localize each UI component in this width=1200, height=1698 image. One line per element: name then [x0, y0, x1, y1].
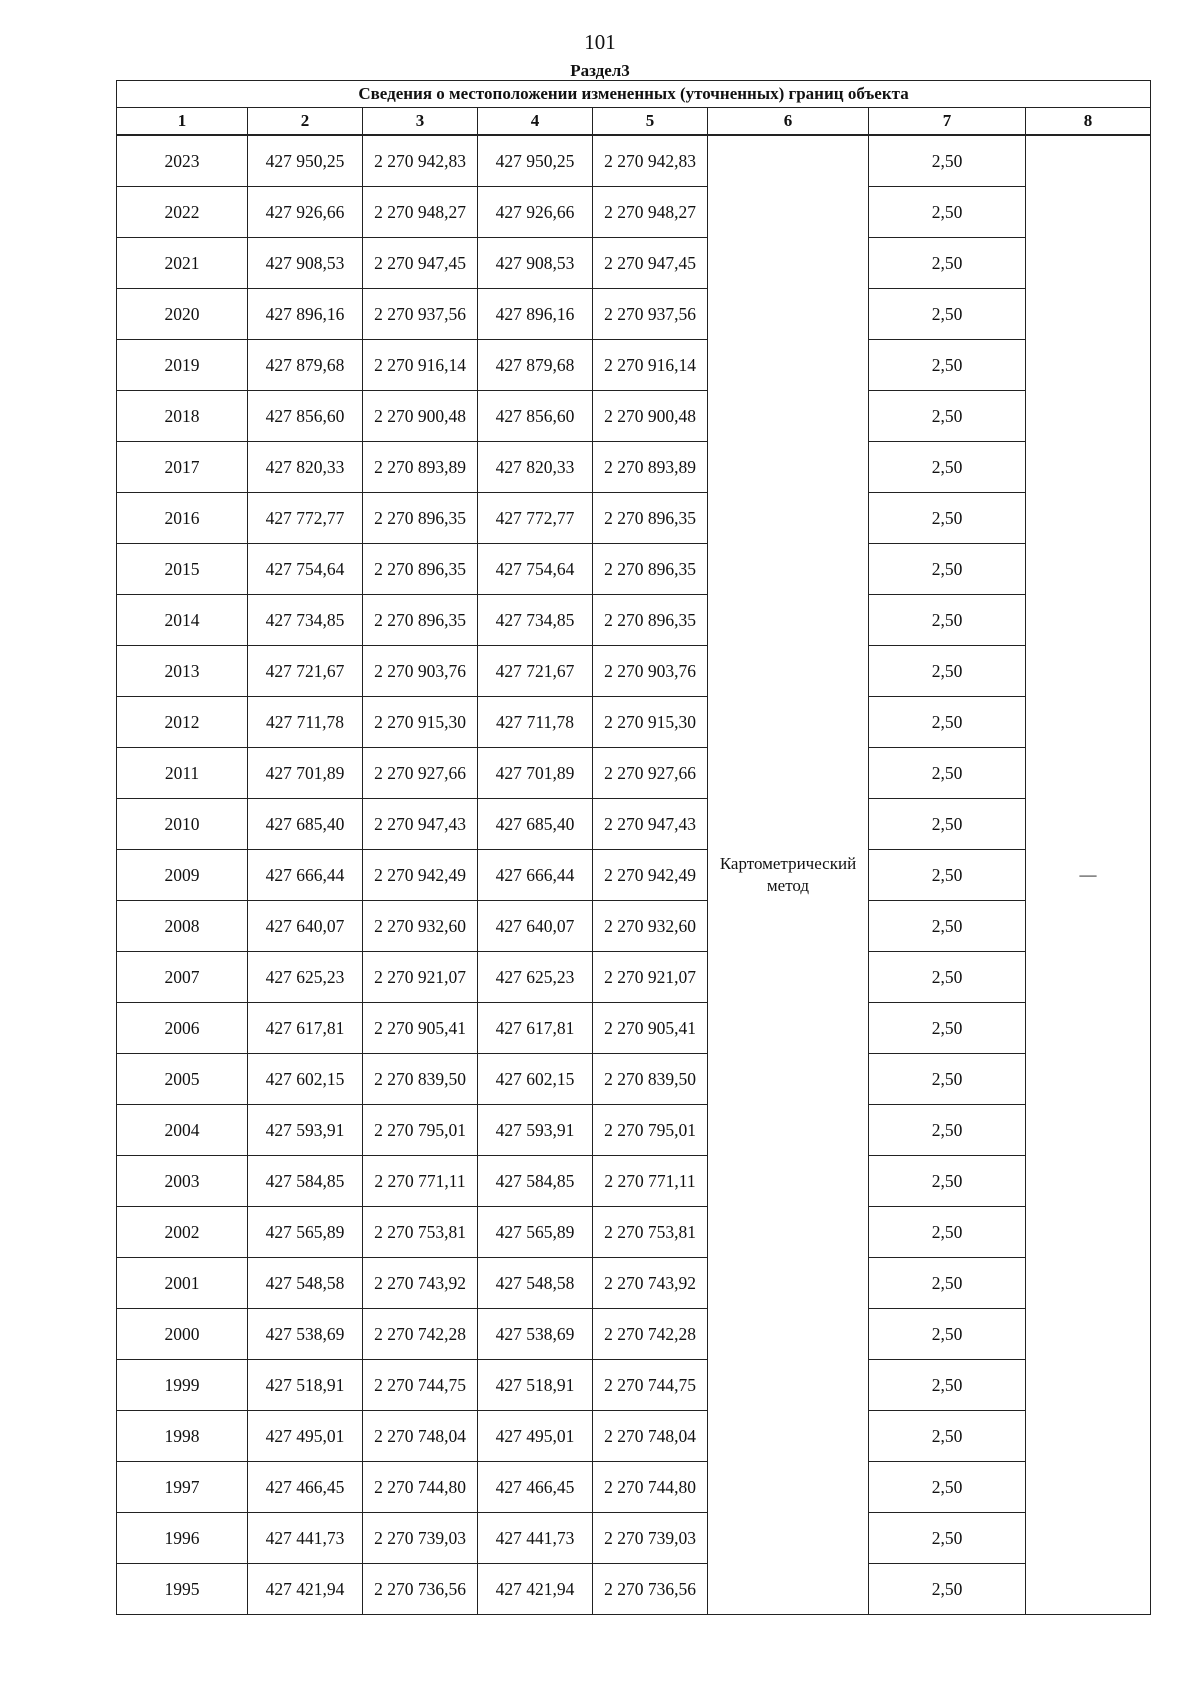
point-number-cell: 1997 [117, 1462, 248, 1513]
accuracy-cell: 2,50 [869, 952, 1026, 1003]
point-number-cell: 2008 [117, 901, 248, 952]
y-new-cell: 2 270 896,35 [593, 493, 708, 544]
y-new-cell: 2 270 921,07 [593, 952, 708, 1003]
x-existing-cell: 427 625,23 [248, 952, 363, 1003]
point-number-cell: 2012 [117, 697, 248, 748]
x-new-cell: 427 701,89 [478, 748, 593, 799]
accuracy-cell: 2,50 [869, 748, 1026, 799]
accuracy-cell: 2,50 [869, 1207, 1026, 1258]
table-row [117, 1309, 1151, 1360]
accuracy-cell: 2,50 [869, 1003, 1026, 1054]
x-new-cell: 427 625,23 [478, 952, 593, 1003]
x-existing-cell: 427 734,85 [248, 595, 363, 646]
point-number-cell: 2004 [117, 1105, 248, 1156]
x-new-cell: 427 495,01 [478, 1411, 593, 1462]
x-existing-cell: 427 879,68 [248, 340, 363, 391]
point-number-cell: 2017 [117, 442, 248, 493]
boundary-coordinates-table [116, 80, 1151, 1615]
x-existing-cell: 427 421,94 [248, 1564, 363, 1615]
y-new-cell: 2 270 937,56 [593, 289, 708, 340]
y-existing-cell: 2 270 753,81 [363, 1207, 478, 1258]
point-number-cell: 2001 [117, 1258, 248, 1309]
x-existing-cell: 427 754,64 [248, 544, 363, 595]
y-existing-cell: 2 270 736,56 [363, 1564, 478, 1615]
y-existing-cell: 2 270 937,56 [363, 289, 478, 340]
y-new-cell: 2 270 905,41 [593, 1003, 708, 1054]
x-existing-cell: 427 640,07 [248, 901, 363, 952]
y-new-cell: 2 270 771,11 [593, 1156, 708, 1207]
y-existing-cell: 2 270 921,07 [363, 952, 478, 1003]
table-row [117, 1513, 1151, 1564]
x-new-cell: 427 950,25 [478, 135, 593, 187]
column-number-5: 5 [593, 108, 708, 136]
y-new-cell: 2 270 893,89 [593, 442, 708, 493]
table-row [117, 238, 1151, 289]
point-number-cell: 2009 [117, 850, 248, 901]
x-existing-cell: 427 538,69 [248, 1309, 363, 1360]
x-new-cell: 427 896,16 [478, 289, 593, 340]
x-new-cell: 427 617,81 [478, 1003, 593, 1054]
y-existing-cell: 2 270 771,11 [363, 1156, 478, 1207]
table-caption: Сведения о местоположении измененных (уточненных) границ объекта [117, 81, 1151, 108]
y-new-cell: 2 270 942,83 [593, 135, 708, 187]
y-existing-cell: 2 270 896,35 [363, 493, 478, 544]
y-new-cell: 2 270 896,35 [593, 544, 708, 595]
x-existing-cell: 427 926,66 [248, 187, 363, 238]
x-existing-cell: 427 666,44 [248, 850, 363, 901]
x-new-cell: 427 685,40 [478, 799, 593, 850]
accuracy-cell: 2,50 [869, 1156, 1026, 1207]
point-number-cell: 2007 [117, 952, 248, 1003]
page-number: 101 [584, 30, 616, 54]
point-number-cell: 2015 [117, 544, 248, 595]
accuracy-cell: 2,50 [869, 442, 1026, 493]
y-new-cell: 2 270 748,04 [593, 1411, 708, 1462]
table-row [117, 1360, 1151, 1411]
y-new-cell: 2 270 948,27 [593, 187, 708, 238]
table-row [117, 1105, 1151, 1156]
y-new-cell: 2 270 916,14 [593, 340, 708, 391]
y-existing-cell: 2 270 743,92 [363, 1258, 478, 1309]
y-new-cell: 2 270 742,28 [593, 1309, 708, 1360]
y-existing-cell: 2 270 896,35 [363, 544, 478, 595]
x-existing-cell: 427 950,25 [248, 135, 363, 187]
point-number-cell: 2003 [117, 1156, 248, 1207]
accuracy-cell: 2,50 [869, 1309, 1026, 1360]
table-body [117, 135, 1151, 1615]
accuracy-cell: 2,50 [869, 544, 1026, 595]
y-existing-cell: 2 270 947,43 [363, 799, 478, 850]
x-existing-cell: 427 617,81 [248, 1003, 363, 1054]
accuracy-cell: 2,50 [869, 1054, 1026, 1105]
column-number-3: 3 [363, 108, 478, 136]
accuracy-cell: 2,50 [869, 1360, 1026, 1411]
y-existing-cell: 2 270 795,01 [363, 1105, 478, 1156]
y-new-cell: 2 270 744,75 [593, 1360, 708, 1411]
x-existing-cell: 427 896,16 [248, 289, 363, 340]
table-row [117, 187, 1151, 238]
y-new-cell: 2 270 947,43 [593, 799, 708, 850]
column-number-2: 2 [248, 108, 363, 136]
y-existing-cell: 2 270 942,83 [363, 135, 478, 187]
table-row [117, 391, 1151, 442]
x-new-cell: 427 602,15 [478, 1054, 593, 1105]
column-number-row [117, 108, 1151, 136]
point-number-cell: 2018 [117, 391, 248, 442]
table-row [117, 340, 1151, 391]
y-existing-cell: 2 270 948,27 [363, 187, 478, 238]
column-number-6: 6 [708, 108, 869, 136]
x-new-cell: 427 856,60 [478, 391, 593, 442]
point-number-cell: 1999 [117, 1360, 248, 1411]
table-row [117, 493, 1151, 544]
x-existing-cell: 427 685,40 [248, 799, 363, 850]
y-existing-cell: 2 270 932,60 [363, 901, 478, 952]
point-number-cell: 2023 [117, 135, 248, 187]
accuracy-cell: 2,50 [869, 1462, 1026, 1513]
accuracy-cell: 2,50 [869, 1411, 1026, 1462]
y-new-cell: 2 270 903,76 [593, 646, 708, 697]
x-existing-cell: 427 466,45 [248, 1462, 363, 1513]
y-existing-cell: 2 270 748,04 [363, 1411, 478, 1462]
accuracy-cell: 2,50 [869, 1564, 1026, 1615]
x-new-cell: 427 908,53 [478, 238, 593, 289]
table-row [117, 799, 1151, 850]
x-existing-cell: 427 602,15 [248, 1054, 363, 1105]
y-new-cell: 2 270 942,49 [593, 850, 708, 901]
y-existing-cell: 2 270 739,03 [363, 1513, 478, 1564]
y-new-cell: 2 270 753,81 [593, 1207, 708, 1258]
column-number-1: 1 [117, 108, 248, 136]
point-number-cell: 2006 [117, 1003, 248, 1054]
x-new-cell: 427 721,67 [478, 646, 593, 697]
x-existing-cell: 427 548,58 [248, 1258, 363, 1309]
table-row [117, 1003, 1151, 1054]
y-existing-cell: 2 270 916,14 [363, 340, 478, 391]
y-new-cell: 2 270 900,48 [593, 391, 708, 442]
x-new-cell: 427 772,77 [478, 493, 593, 544]
x-existing-cell: 427 711,78 [248, 697, 363, 748]
table-row [117, 1207, 1151, 1258]
accuracy-cell: 2,50 [869, 1513, 1026, 1564]
x-new-cell: 427 538,69 [478, 1309, 593, 1360]
x-new-cell: 427 820,33 [478, 442, 593, 493]
column-number-4: 4 [478, 108, 593, 136]
x-new-cell: 427 584,85 [478, 1156, 593, 1207]
x-new-cell: 427 548,58 [478, 1258, 593, 1309]
y-existing-cell: 2 270 905,41 [363, 1003, 478, 1054]
accuracy-cell: 2,50 [869, 850, 1026, 901]
column-number-7: 7 [869, 108, 1026, 136]
table-row [117, 646, 1151, 697]
y-existing-cell: 2 270 947,45 [363, 238, 478, 289]
table-row [117, 289, 1151, 340]
accuracy-cell: 2,50 [869, 289, 1026, 340]
table-row [117, 952, 1151, 1003]
y-new-cell: 2 270 739,03 [593, 1513, 708, 1564]
accuracy-cell: 2,50 [869, 238, 1026, 289]
method-cell: Картометрический метод [708, 135, 869, 1615]
x-existing-cell: 427 856,60 [248, 391, 363, 442]
y-new-cell: 2 270 896,35 [593, 595, 708, 646]
y-existing-cell: 2 270 744,75 [363, 1360, 478, 1411]
section-title: Раздел3 [570, 61, 630, 80]
x-existing-cell: 427 772,77 [248, 493, 363, 544]
table-row [117, 1564, 1151, 1615]
y-new-cell: 2 270 743,92 [593, 1258, 708, 1309]
x-existing-cell: 427 701,89 [248, 748, 363, 799]
point-number-cell: 2020 [117, 289, 248, 340]
x-existing-cell: 427 584,85 [248, 1156, 363, 1207]
y-existing-cell: 2 270 744,80 [363, 1462, 478, 1513]
point-number-cell: 2005 [117, 1054, 248, 1105]
y-existing-cell: 2 270 839,50 [363, 1054, 478, 1105]
accuracy-cell: 2,50 [869, 646, 1026, 697]
table-row [117, 1258, 1151, 1309]
point-number-cell: 1998 [117, 1411, 248, 1462]
accuracy-cell: 2,50 [869, 799, 1026, 850]
y-existing-cell: 2 270 900,48 [363, 391, 478, 442]
x-new-cell: 427 734,85 [478, 595, 593, 646]
point-number-cell: 2011 [117, 748, 248, 799]
table-row [117, 595, 1151, 646]
x-new-cell: 427 518,91 [478, 1360, 593, 1411]
table-row [117, 1411, 1151, 1462]
x-existing-cell: 427 565,89 [248, 1207, 363, 1258]
x-new-cell: 427 466,45 [478, 1462, 593, 1513]
table-row [117, 850, 1151, 901]
x-existing-cell: 427 518,91 [248, 1360, 363, 1411]
y-new-cell: 2 270 915,30 [593, 697, 708, 748]
x-new-cell: 427 666,44 [478, 850, 593, 901]
accuracy-cell: 2,50 [869, 1258, 1026, 1309]
x-new-cell: 427 441,73 [478, 1513, 593, 1564]
point-number-cell: 1995 [117, 1564, 248, 1615]
y-existing-cell: 2 270 742,28 [363, 1309, 478, 1360]
x-new-cell: 427 711,78 [478, 697, 593, 748]
point-number-cell: 2019 [117, 340, 248, 391]
point-number-cell: 2010 [117, 799, 248, 850]
table-row [117, 1462, 1151, 1513]
column8-cell: — [1026, 135, 1151, 1615]
x-new-cell: 427 565,89 [478, 1207, 593, 1258]
accuracy-cell: 2,50 [869, 187, 1026, 238]
x-existing-cell: 427 820,33 [248, 442, 363, 493]
point-number-cell: 2013 [117, 646, 248, 697]
x-existing-cell: 427 495,01 [248, 1411, 363, 1462]
y-existing-cell: 2 270 927,66 [363, 748, 478, 799]
accuracy-cell: 2,50 [869, 493, 1026, 544]
table-row [117, 748, 1151, 799]
y-new-cell: 2 270 795,01 [593, 1105, 708, 1156]
accuracy-cell: 2,50 [869, 901, 1026, 952]
table-row [117, 1054, 1151, 1105]
accuracy-cell: 2,50 [869, 340, 1026, 391]
y-existing-cell: 2 270 915,30 [363, 697, 478, 748]
point-number-cell: 1996 [117, 1513, 248, 1564]
table-row [117, 1156, 1151, 1207]
y-new-cell: 2 270 932,60 [593, 901, 708, 952]
x-existing-cell: 427 908,53 [248, 238, 363, 289]
x-existing-cell: 427 593,91 [248, 1105, 363, 1156]
table-row [117, 135, 1151, 187]
table-row [117, 901, 1151, 952]
column-number-8: 8 [1026, 108, 1151, 136]
accuracy-cell: 2,50 [869, 697, 1026, 748]
accuracy-cell: 2,50 [869, 1105, 1026, 1156]
x-new-cell: 427 640,07 [478, 901, 593, 952]
accuracy-cell: 2,50 [869, 391, 1026, 442]
y-new-cell: 2 270 736,56 [593, 1564, 708, 1615]
y-existing-cell: 2 270 903,76 [363, 646, 478, 697]
y-new-cell: 2 270 744,80 [593, 1462, 708, 1513]
table-row [117, 544, 1151, 595]
x-new-cell: 427 593,91 [478, 1105, 593, 1156]
point-number-cell: 2016 [117, 493, 248, 544]
x-new-cell: 427 879,68 [478, 340, 593, 391]
x-existing-cell: 427 721,67 [248, 646, 363, 697]
table-row [117, 442, 1151, 493]
y-new-cell: 2 270 927,66 [593, 748, 708, 799]
y-new-cell: 2 270 947,45 [593, 238, 708, 289]
x-new-cell: 427 926,66 [478, 187, 593, 238]
point-number-cell: 2000 [117, 1309, 248, 1360]
x-new-cell: 427 754,64 [478, 544, 593, 595]
accuracy-cell: 2,50 [869, 135, 1026, 187]
point-number-cell: 2022 [117, 187, 248, 238]
x-existing-cell: 427 441,73 [248, 1513, 363, 1564]
y-existing-cell: 2 270 896,35 [363, 595, 478, 646]
y-existing-cell: 2 270 942,49 [363, 850, 478, 901]
point-number-cell: 2014 [117, 595, 248, 646]
point-number-cell: 2021 [117, 238, 248, 289]
accuracy-cell: 2,50 [869, 595, 1026, 646]
y-existing-cell: 2 270 893,89 [363, 442, 478, 493]
table-row [117, 697, 1151, 748]
y-new-cell: 2 270 839,50 [593, 1054, 708, 1105]
point-number-cell: 2002 [117, 1207, 248, 1258]
x-new-cell: 427 421,94 [478, 1564, 593, 1615]
